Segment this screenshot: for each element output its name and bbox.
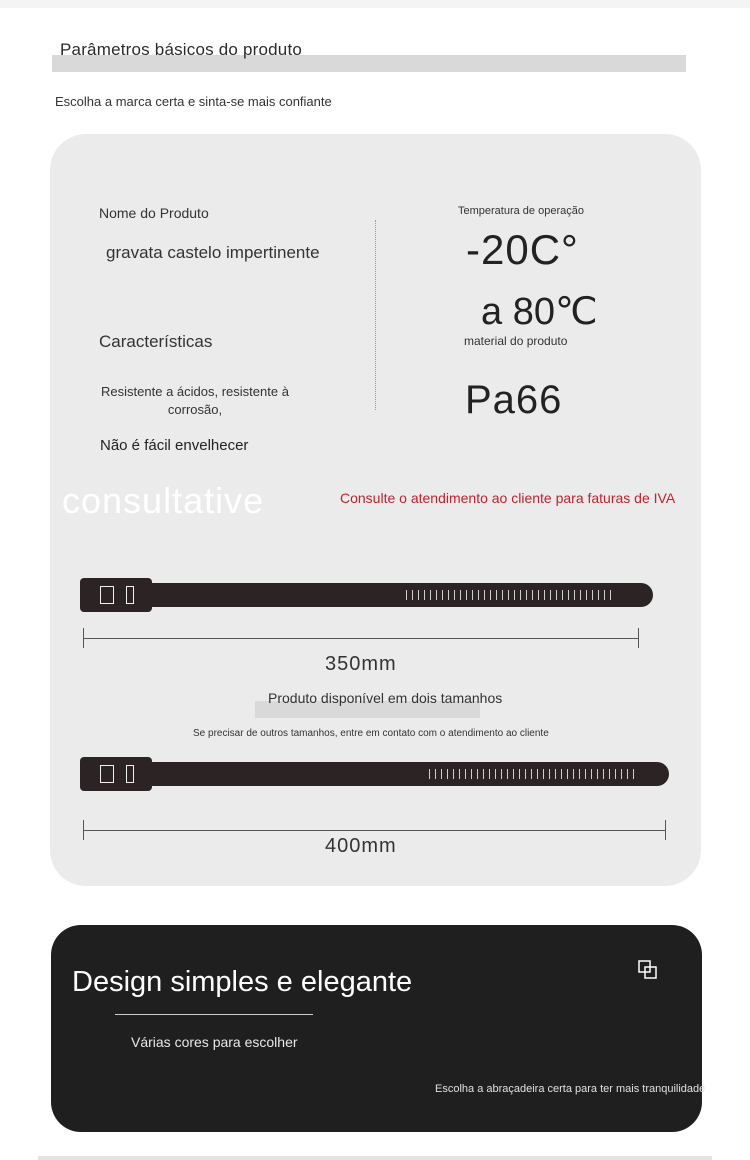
available-sizes-text: Produto disponível em dois tamanhos bbox=[268, 690, 503, 706]
product-name-label: Nome do Produto bbox=[99, 205, 209, 221]
temperature-min: -20C° bbox=[466, 226, 579, 273]
size-400-label: 400mm bbox=[325, 835, 397, 857]
features-value-aging: Não é fácil envelhecer bbox=[100, 437, 249, 454]
tie-slot-icon bbox=[126, 765, 134, 783]
measure-line-350 bbox=[83, 638, 639, 639]
tie-slot-icon bbox=[100, 586, 114, 604]
design-colors-text: Várias cores para escolher bbox=[131, 1034, 298, 1050]
size-350-label: 350mm bbox=[325, 653, 397, 675]
material-value: Pa66 bbox=[465, 378, 563, 422]
product-name-value: gravata castelo impertinente bbox=[106, 243, 320, 262]
cable-tie-head bbox=[80, 578, 152, 612]
features-value: Resistente a ácidos, resistente à corrosão, bbox=[101, 384, 289, 417]
measure-tick bbox=[83, 628, 84, 648]
consult-watermark: consultative bbox=[62, 480, 265, 521]
copy-icon[interactable] bbox=[638, 960, 658, 980]
measure-tick bbox=[638, 628, 639, 648]
material-label: material do produto bbox=[464, 334, 568, 348]
tie-slot-icon bbox=[126, 586, 134, 604]
features-label: Características bbox=[99, 332, 213, 351]
measure-tick bbox=[665, 820, 666, 840]
temperature-label: Temperatura de operação bbox=[458, 205, 584, 217]
cable-tie-head bbox=[80, 757, 152, 791]
tie-slot-icon bbox=[100, 765, 114, 783]
cable-tie-350 bbox=[82, 583, 653, 607]
specs-divider bbox=[375, 220, 376, 410]
temperature-max: a 80℃ bbox=[481, 291, 598, 333]
other-sizes-text: Se precisar de outros tamanhos, entre em contato com o atendimento ao cliente bbox=[193, 728, 549, 739]
section-title: Parâmetros básicos do produto bbox=[60, 40, 303, 59]
measure-line-400 bbox=[83, 830, 666, 831]
invoice-note: Consulte o atendimento ao cliente para faturas de IVA bbox=[340, 490, 676, 506]
cable-tie-400 bbox=[82, 762, 669, 786]
design-title: Design simples e elegante bbox=[72, 966, 413, 998]
design-card bbox=[51, 925, 702, 1132]
bottom-divider bbox=[38, 1156, 712, 1160]
tie-teeth bbox=[429, 769, 639, 779]
section-subtitle: Escolha a marca certa e sinta-se mais confiante bbox=[55, 94, 332, 109]
measure-tick bbox=[83, 820, 84, 840]
design-note: Escolha a abraçadeira certa para ter mais tranquilidade bbox=[435, 1083, 706, 1095]
top-divider bbox=[0, 0, 750, 8]
tie-teeth bbox=[406, 590, 616, 600]
design-underline bbox=[115, 1014, 313, 1015]
